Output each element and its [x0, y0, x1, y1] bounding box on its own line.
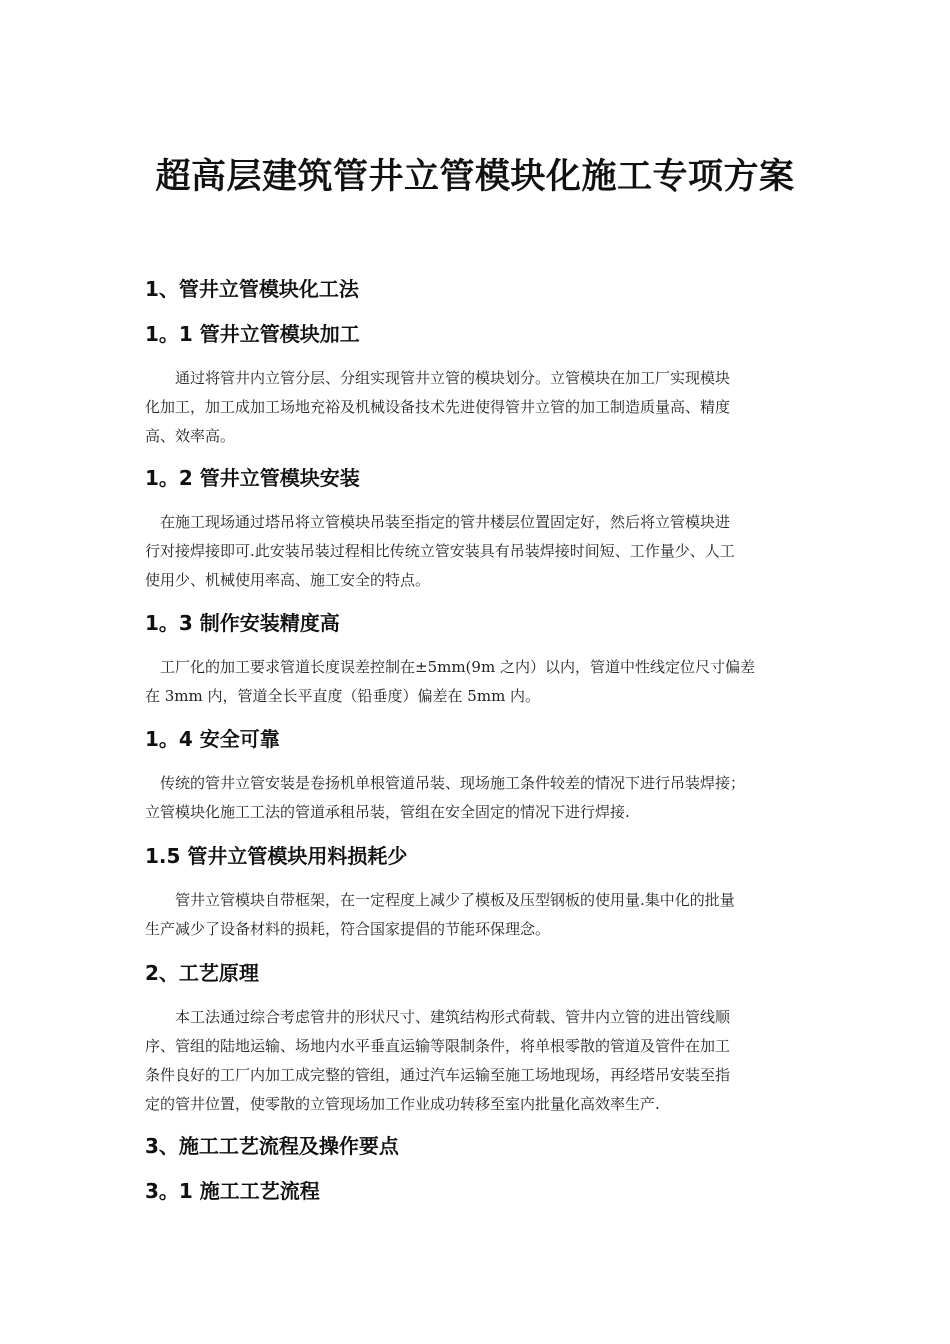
section-heading-1: 1、管井立管模块化工法 [145, 277, 359, 301]
paragraph-line: 本工法通过综合考虑管井的形状尺寸、建筑结构形式荷载、管井内立管的进出管线顺 [175, 1008, 731, 1026]
paragraph-line: 立管模块化施工工法的管道承租吊装，管组在安全固定的情况下进行焊接. [145, 803, 630, 821]
paragraph-1-1 [145, 364, 810, 451]
section-heading-1-5: 1.5 管井立管模块用料损耗少 [145, 844, 408, 868]
paragraph-line: 条件良好的工厂内加工成完整的管组，通过汽车运输至施工场地现场，再经塔吊安装至指 [145, 1066, 731, 1084]
paragraph-line: 化加工，加工成加工场地充裕及机械设备技术先进使得管井立管的加工制造质量高、精度 [145, 398, 731, 416]
section-heading-1-1: 1。1 管井立管模块加工 [145, 322, 360, 346]
section-heading-1-2: 1。2 管井立管模块安装 [145, 466, 360, 490]
paragraph-1-2 [145, 508, 810, 595]
section-heading-2: 2、工艺原理 [145, 961, 259, 985]
section-heading-3-1: 3。1 施工工艺流程 [145, 1179, 320, 1203]
paragraph-2 [145, 1003, 810, 1119]
document-title: 超高层建筑管井立管模块化施工专项方案 [155, 156, 795, 197]
paragraph-line: 高、效率高。 [145, 427, 236, 445]
section-heading-3: 3、施工工艺流程及操作要点 [145, 1134, 399, 1158]
paragraph-line: 使用少、机械使用率高、施工安全的特点。 [145, 571, 431, 589]
paragraph-1-4 [145, 769, 810, 827]
paragraph-line: 在 3mm 内，管道全长平直度（铅垂度）偏差在 5mm 内。 [145, 687, 541, 705]
paragraph-line: 行对接焊接即可.此安装吊装过程相比传统立管安装具有吊装焊接时间短、工作量少、人工 [145, 542, 735, 560]
paragraph-line: 传统的管井立管安装是卷扬机单根管道吊装、现场施工条件较差的情况下进行吊装焊接； [160, 774, 746, 792]
paragraph-line: 通过将管井内立管分层、分组实现管井立管的模块划分。立管模块在加工厂实现模块 [175, 369, 731, 387]
section-heading-1-3: 1。3 制作安装精度高 [145, 611, 340, 635]
paragraph-line: 管井立管模块自带框架，在一定程度上减少了模板及压型钢板的使用量.集中化的批量 [175, 891, 735, 909]
paragraph-line: 生产减少了设备材料的损耗，符合国家提倡的节能环保理念。 [145, 920, 551, 938]
paragraph-1-3 [145, 653, 810, 711]
paragraph-line: 序、管组的陆地运输、场地内水平垂直运输等限制条件，将单根零散的管道及管件在加工 [145, 1037, 731, 1055]
paragraph-line: 在施工现场通过塔吊将立管模块吊装至指定的管井楼层位置固定好，然后将立管模块进 [160, 513, 731, 531]
section-heading-1-4: 1。4 安全可靠 [145, 727, 280, 751]
paragraph-line: 工厂化的加工要求管道长度误差控制在±5mm(9m 之内）以内，管道中性线定位尺寸偏差 [160, 658, 755, 676]
paragraph-1-5 [145, 886, 810, 944]
paragraph-line: 定的管井位置，使零散的立管现场加工作业成功转移至室内批量化高效率生产. [145, 1095, 660, 1113]
